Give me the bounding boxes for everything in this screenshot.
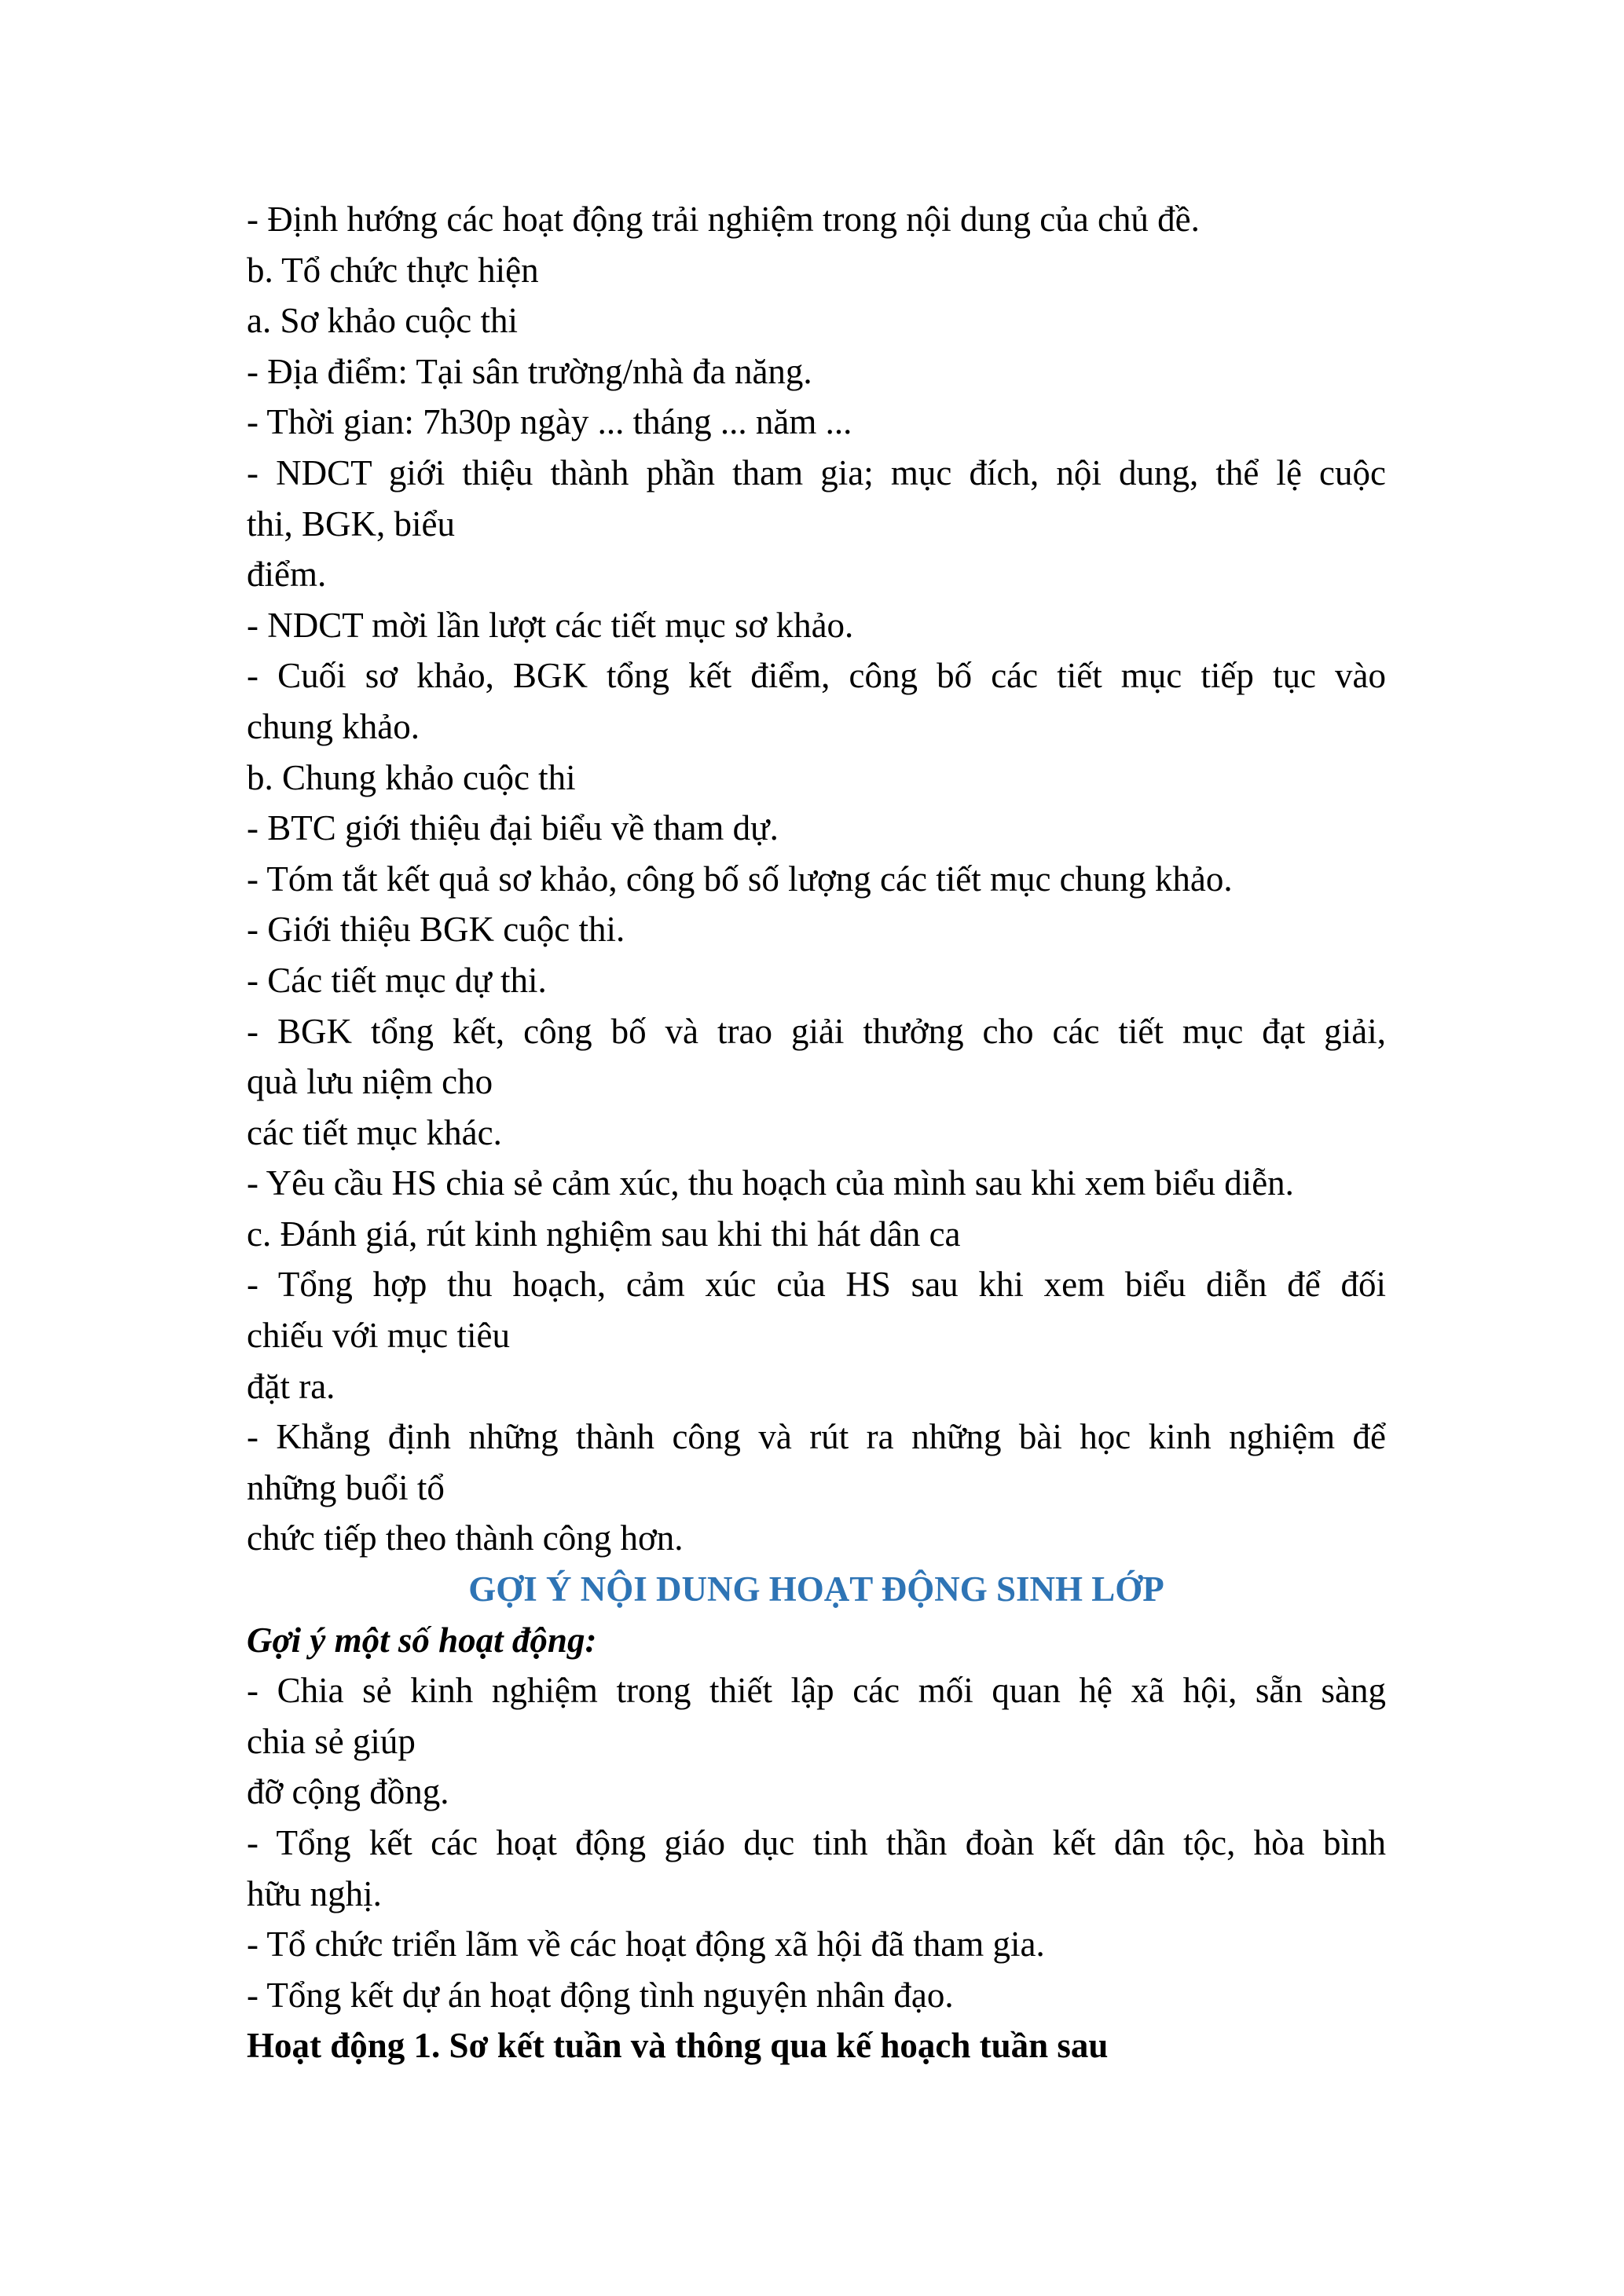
text-line: chia sẻ giúp — [247, 1721, 416, 1761]
text-line: - Tổng kết dự án hoạt động tình nguyện nhân đạo. — [247, 1975, 954, 2015]
text-line: - Cuối sơ khảo, BGK tổng kết điểm, công bố các tiết mục tiếp tục vào — [247, 656, 1386, 696]
text-line: đỡ cộng đồng. — [247, 1772, 449, 1812]
text-line: b. Chung khảo cuộc thi — [247, 757, 576, 797]
text-line: đặt ra. — [247, 1366, 335, 1406]
text-line: - Chia sẻ kinh nghiệm trong thiết lập các mối quan hệ xã hội, sẵn sàng — [247, 1671, 1386, 1711]
text-line: chức tiếp theo thành công hơn. — [247, 1518, 684, 1558]
text-line: - Tổ chức triển lãm về các hoạt động xã hội đã tham gia. — [247, 1924, 1045, 1965]
text-line: - Tóm tắt kết quả sơ khảo, công bố số lượng các tiết mục chung khảo. — [247, 859, 1233, 899]
text-line: quà lưu niệm cho — [247, 1062, 493, 1102]
text-line: - Yêu cầu HS chia sẻ cảm xúc, thu hoạch của mình sau khi xem biểu diễn. — [247, 1163, 1294, 1203]
text-line: những buổi tổ — [247, 1467, 445, 1507]
text-line: - Tổng kết các hoạt động giáo dục tinh thần đoàn kết dân tộc, hòa bình — [247, 1823, 1386, 1862]
text-line: - NDCT giới thiệu thành phần tham gia; mục đích, nội dung, thể lệ cuộc — [247, 452, 1386, 493]
text-line: - Khẳng định những thành công và rút ra những bài học kinh nghiệm để — [247, 1417, 1386, 1457]
text-line: hữu nghị. — [247, 1873, 382, 1913]
document-body — [247, 194, 1386, 2071]
activity-heading: Hoạt động 1. Sơ kết tuần và thông qua kế hoạch tuần sau — [247, 2026, 1109, 2066]
text-line: chiếu với mục tiêu — [247, 1316, 510, 1356]
text-line: - BTC giới thiệu đại biểu về tham dự. — [247, 808, 779, 848]
text-line: - NDCT mời lần lượt các tiết mục sơ khảo. — [247, 605, 854, 645]
text-line: - Giới thiệu BGK cuộc thi. — [247, 910, 625, 950]
text-line: - Định hướng các hoạt động trải nghiệm trong nội dung của chủ đề. — [247, 200, 1200, 239]
section-heading: GỢI Ý NỘI DUNG HOẠT ĐỘNG SINH LỚP — [468, 1569, 1164, 1609]
text-line: - Địa điểm: Tại sân trường/nhà đa năng. — [247, 351, 812, 391]
text-line: các tiết mục khác. — [247, 1112, 502, 1152]
text-line: điểm. — [247, 555, 327, 595]
subsection-heading: Gợi ý một số hoạt động: — [247, 1620, 597, 1660]
text-line: - Thời gian: 7h30p ngày ... tháng ... năm ... — [247, 402, 852, 442]
text-line: c. Đánh giá, rút kinh nghiệm sau khi thi hát dân ca — [247, 1214, 961, 1254]
text-line: a. Sơ khảo cuộc thi — [247, 301, 518, 341]
text-line: - Các tiết mục dự thi. — [247, 960, 547, 1000]
text-line: - Tổng hợp thu hoạch, cảm xúc của HS sau khi xem biểu diễn để đối — [247, 1265, 1386, 1305]
text-line: b. Tổ chức thực hiện — [247, 250, 539, 290]
text-line: chung khảo. — [247, 706, 420, 746]
text-line: thi, BGK, biểu — [247, 504, 455, 544]
text-line: - BGK tổng kết, công bố và trao giải thưởng cho các tiết mục đạt giải, — [247, 1011, 1386, 1051]
